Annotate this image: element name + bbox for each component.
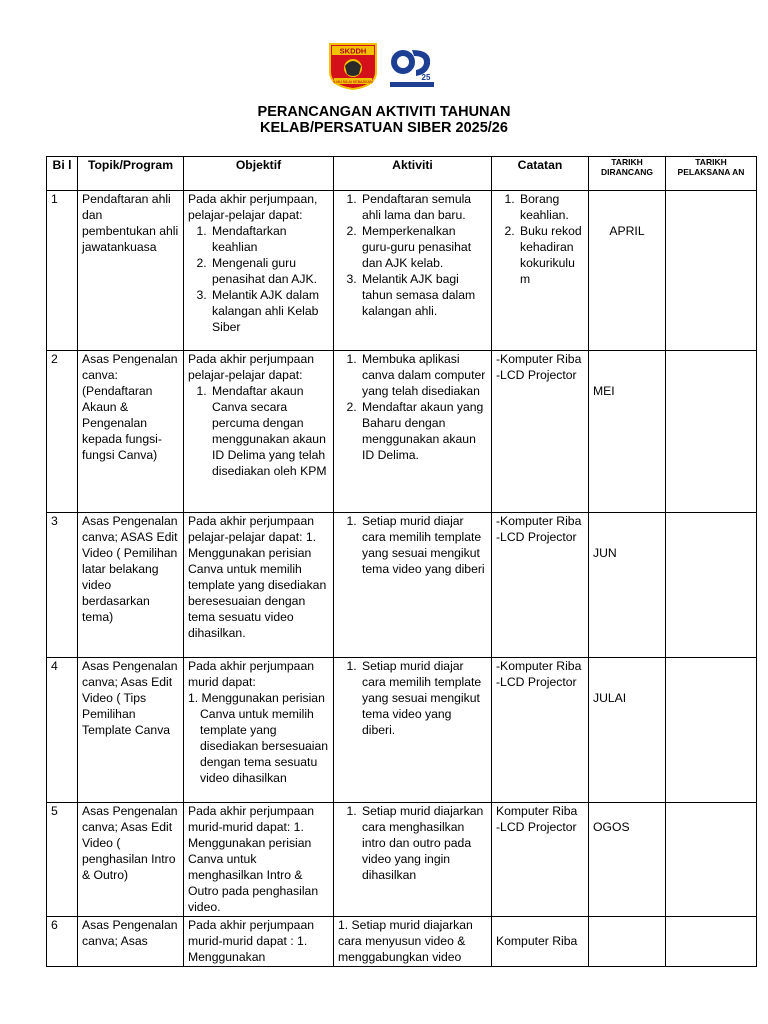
cell-tarikh-dirancang: MEI <box>589 351 666 513</box>
cell-objektif <box>184 351 334 513</box>
cell-catatan: -Komputer Riba -LCD Projector <box>492 351 589 513</box>
list-item: 2. Memperkenalkan guru-guru penasihat dan AJK kelab. <box>360 223 487 271</box>
header-objektif: Objektif <box>184 157 334 191</box>
list-item: 1. Setiap murid diajarkan cara menghasilkan intro dan outro pada video yang ingin dihasilkan <box>360 803 487 883</box>
list-item: 3. Melantik AJK dalam kalangan ahli Kelab Siber <box>210 287 329 335</box>
cell-topik: Asas Pengenalan canva; Asas Edit Video ( Tips Pemilihan Template Canva <box>78 658 184 803</box>
cell-bil: 6 <box>47 917 78 967</box>
cell-topik: Asas Pengenalan canva: (Pendaftaran Akaun & Pengenalan kepada fungsi-fungsi Canva) <box>78 351 184 513</box>
table-row <box>47 513 757 658</box>
list-item: 1. Setiap murid diajar cara memilih template yang sesuai mengikut tema video yang diberi <box>360 513 487 577</box>
table-row <box>47 917 757 967</box>
title-line-2: KELAB/PERSATUAN SIBER 2025/26 <box>260 120 508 136</box>
cell-tarikh-dirancang <box>589 917 666 967</box>
list-item: 1. Setiap murid diajar cara memilih template yang sesuai mengikut tema video yang diberi. <box>360 658 487 738</box>
list-item: 1. Mendaftarkan keahlian <box>210 223 329 255</box>
cell-aktiviti <box>334 191 492 351</box>
cell-topik: Asas Pengenalan canva; ASAS Edit Video ( Pemilihan latar belakang video berdasarkan tema) <box>78 513 184 658</box>
siber-logo <box>386 44 438 90</box>
cell-tarikh-pelaksanaan <box>666 803 757 917</box>
cell-catatan: Komputer Riba <box>492 917 589 967</box>
cell-tarikh-pelaksanaan <box>666 351 757 513</box>
cell-tarikh-dirancang: APRIL <box>589 191 666 351</box>
cell-bil: 5 <box>47 803 78 917</box>
logo1-motto: ILMU NILAI KEBAJIKAN <box>333 80 373 84</box>
table-row <box>47 351 757 513</box>
cell-aktiviti: 1. Setiap murid diajarkan cara menyusun video & menggabungkan video <box>334 917 492 967</box>
list-item: 3. Melantik AJK bagi tahun semasa dalam kalangan ahli. <box>360 271 487 319</box>
cell-tarikh-pelaksanaan <box>666 658 757 803</box>
cell-bil: 3 <box>47 513 78 658</box>
cell-topik: Asas Pengenalan canva; Asas <box>78 917 184 967</box>
objektif-intro: Pada akhir perjumpaan murid dapat: <box>188 659 315 689</box>
cell-catatan: -Komputer Riba -LCD Projector <box>492 658 589 803</box>
cell-catatan <box>492 191 589 351</box>
list-item: 1. Pendaftaran semula ahli lama dan baru. <box>360 191 487 223</box>
cell-tarikh-pelaksanaan <box>666 513 757 658</box>
cell-tarikh-dirancang: JULAI <box>589 658 666 803</box>
cell-objektif <box>184 658 334 803</box>
objektif-item: 1. Menggunakan perisian Canva untuk memilih template yang disediakan bersesuaian dengan tema sesuatu video dihasilkan <box>188 691 329 785</box>
cell-bil: 4 <box>47 658 78 803</box>
table-header-row <box>47 157 757 191</box>
objektif-intro: Pada akhir perjumpaan pelajar-pelajar dapat: <box>188 352 315 382</box>
document-title <box>0 104 768 136</box>
cell-objektif: Pada akhir perjumpaan murid-murid dapat : 1. Menggunakan <box>184 917 334 967</box>
cell-bil: 1 <box>47 191 78 351</box>
cell-objektif: Pada akhir perjumpaan pelajar-pelajar dapat: 1. Menggunakan perisian Canva untuk memilih template yang disediakan beresesuaian dengan tema sesuatu video dihasilkan. <box>184 513 334 658</box>
list-item: 1. Borang keahlian. <box>518 191 584 223</box>
cell-topik: Pendaftaran ahli dan pembentukan ahli jawatankuasa <box>78 191 184 351</box>
cell-catatan: Komputer Riba -LCD Projector <box>492 803 589 917</box>
header-tarikh-pelaksanaan: TARIKH PELAKSANA AN <box>666 157 757 191</box>
header-tarikh-dirancang: TARIKH DIRANCANG <box>589 157 666 191</box>
logo2-number: 25 <box>421 73 431 82</box>
objektif-intro: Pada akhir perjumpaan, pelajar-pelajar dapat: <box>188 192 318 222</box>
cell-objektif <box>184 191 334 351</box>
logo-area <box>0 42 768 92</box>
cell-tarikh-pelaksanaan <box>666 191 757 351</box>
cell-tarikh-dirancang: OGOS <box>589 803 666 917</box>
cell-aktiviti <box>334 351 492 513</box>
header-bil: Bi l <box>47 157 78 191</box>
cell-tarikh-pelaksanaan <box>666 917 757 967</box>
cell-bil: 2 <box>47 351 78 513</box>
header-aktiviti: Aktiviti <box>334 157 492 191</box>
cell-tarikh-dirancang: JUN <box>589 513 666 658</box>
title-line-1: PERANCANGAN AKTIVITI TAHUNAN <box>257 104 511 120</box>
cell-objektif: Pada akhir perjumpaan murid-murid dapat: 1. Menggunakan perisian Canva untuk menghasilkan Intro & Outro pada penghasilan video. <box>184 803 334 917</box>
cell-aktiviti <box>334 513 492 658</box>
header-catatan: Catatan <box>492 157 589 191</box>
list-item: 1. Membuka aplikasi canva dalam computer yang telah disediakan <box>360 351 487 399</box>
cell-topik: Asas Pengenalan canva; Asas Edit Video ( penghasilan Intro & Outro) <box>78 803 184 917</box>
logo1-label: SKDDH <box>339 46 367 56</box>
list-item: 2. Buku rekod kehadiran kokurikulu m <box>518 223 584 287</box>
cell-aktiviti <box>334 803 492 917</box>
cell-catatan: -Komputer Riba -LCD Projector <box>492 513 589 658</box>
skddh-crest-logo <box>326 42 380 90</box>
table-row <box>47 803 757 917</box>
table-row <box>47 191 757 351</box>
list-item: 1. Mendaftar akaun Canva secara percuma dengan menggunakan akaun ID Delima yang telah disediakan oleh KPM <box>210 383 329 479</box>
header-topik: Topik/Program <box>78 157 184 191</box>
cell-aktiviti <box>334 658 492 803</box>
table-row <box>47 658 757 803</box>
list-item: 2. Mendaftar akaun yang Baharu dengan menggunakan akaun ID Delima. <box>360 399 487 463</box>
list-item: 2. Mengenali guru penasihat dan AJK. <box>210 255 329 287</box>
activity-plan-table <box>46 156 757 967</box>
